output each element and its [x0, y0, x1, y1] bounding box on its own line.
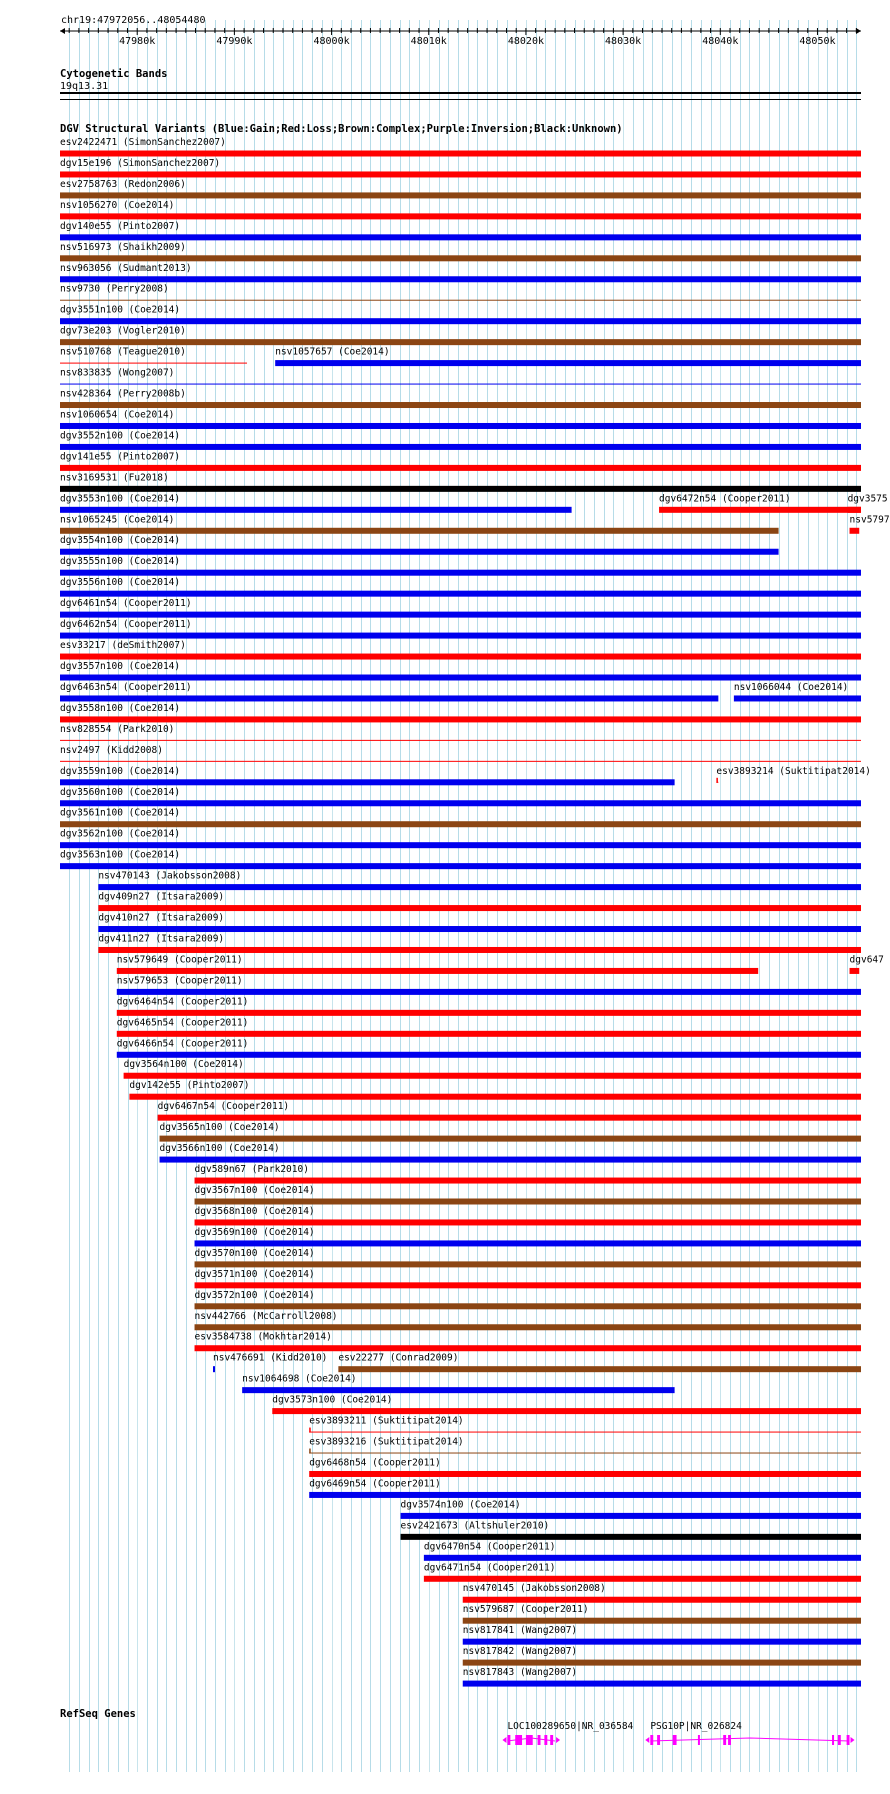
- variant-feature[interactable]: [60, 444, 861, 450]
- variant-label: nsv1060654 (Coe2014): [60, 409, 175, 421]
- variant-feature[interactable]: [848, 507, 861, 513]
- gene-exon[interactable]: [847, 1735, 850, 1745]
- track-separator: [60, 99, 861, 100]
- variant-feature[interactable]: [98, 926, 861, 932]
- variant-feature[interactable]: [60, 402, 861, 408]
- ruler-tick-label: 48040k: [702, 36, 739, 47]
- variant-feature[interactable]: [60, 465, 861, 471]
- variant-feature[interactable]: [309, 1432, 861, 1433]
- variant-label: dgv3565n100 (Coe2014): [159, 1122, 280, 1134]
- variant-feature[interactable]: [195, 1282, 861, 1288]
- variant-label: nsv579687 (Cooper2011): [462, 1604, 589, 1616]
- variant-label: dgv3574n100 (Coe2014): [400, 1499, 521, 1511]
- variant-feature[interactable]: [195, 1178, 861, 1184]
- variant-label: dgv6465n54 (Cooper2011): [116, 1017, 249, 1029]
- variant-feature[interactable]: [734, 695, 861, 701]
- variant-feature[interactable]: [60, 276, 861, 282]
- variant-feature[interactable]: [850, 968, 860, 974]
- variant-feature[interactable]: [60, 213, 861, 219]
- variant-feature[interactable]: [60, 779, 675, 785]
- variant-feature[interactable]: [242, 1387, 674, 1393]
- variant-feature[interactable]: [60, 486, 861, 492]
- variant-feature[interactable]: [117, 1031, 861, 1037]
- variant-label: nsv833835 (Wong2007): [60, 367, 175, 379]
- variant-label: dgv589n67 (Park2010): [194, 1164, 309, 1176]
- variant-feature[interactable]: [60, 171, 861, 177]
- variant-feature-tick[interactable]: [309, 1449, 311, 1454]
- gene-exon[interactable]: [550, 1735, 553, 1745]
- variant-label: dgv6469n54 (Cooper2011): [309, 1478, 441, 1490]
- gene-exon[interactable]: [515, 1735, 522, 1745]
- variant-feature[interactable]: [60, 234, 861, 240]
- ruler-left-arrow: [60, 28, 65, 34]
- refseq-track-title: RefSeq Genes: [60, 1708, 136, 1720]
- variant-label: esv22277 (Conrad2009): [338, 1352, 459, 1364]
- variant-feature[interactable]: [60, 863, 861, 869]
- variant-label: dgv410n27 (Itsara2009): [98, 912, 225, 924]
- variant-feature[interactable]: [463, 1639, 861, 1645]
- variant-label: nsv817842 (Wang2007): [462, 1646, 578, 1658]
- variant-feature[interactable]: [60, 300, 861, 301]
- variant-label: nsv3169531 (Fu2018): [60, 472, 169, 484]
- variant-label: nsv817841 (Wang2007): [462, 1625, 578, 1637]
- variant-feature[interactable]: [850, 528, 860, 534]
- variant-label: dgv3555n100 (Coe2014): [60, 556, 181, 568]
- variant-feature[interactable]: [60, 591, 861, 597]
- variant-feature-tick[interactable]: [716, 778, 718, 783]
- variant-label: dgv6464n54 (Cooper2011): [116, 996, 249, 1008]
- variant-feature[interactable]: [195, 1303, 861, 1309]
- variant-feature[interactable]: [275, 360, 861, 366]
- variant-label: dgv3572n100 (Coe2014): [194, 1289, 315, 1301]
- variant-feature[interactable]: [117, 1052, 861, 1058]
- variant-feature[interactable]: [60, 570, 861, 576]
- variant-label: dgv3552n100 (Coe2014): [60, 430, 181, 442]
- cytoband-track-title: Cytogenetic Bands: [60, 68, 168, 80]
- variant-label: nsv9730 (Perry2008): [60, 283, 169, 295]
- variant-feature[interactable]: [124, 1073, 861, 1079]
- variant-label: nsv5797: [849, 514, 890, 526]
- variant-label: nsv470145 (Jakobsson2008): [462, 1583, 606, 1595]
- variant-feature[interactable]: [463, 1681, 861, 1687]
- gene-exon[interactable]: [538, 1735, 541, 1745]
- ruler-tick-label: 47980k: [119, 36, 156, 47]
- variant-label: dgv3559n100 (Coe2014): [60, 765, 181, 777]
- variant-feature[interactable]: [195, 1219, 861, 1225]
- variant-feature[interactable]: [158, 1115, 861, 1121]
- variant-label: dgv3561n100 (Coe2014): [60, 807, 181, 819]
- variant-feature[interactable]: [60, 633, 861, 639]
- ruler-tick-label: 48010k: [410, 36, 447, 47]
- variant-feature[interactable]: [60, 151, 861, 157]
- variant-label: nsv2497 (Kidd2008): [60, 744, 163, 756]
- variant-label: dgv6472n54 (Cooper2011): [659, 493, 791, 505]
- variant-feature[interactable]: [60, 549, 779, 555]
- variant-label: esv3893216 (Suktitipat2014): [309, 1436, 464, 1448]
- variant-feature[interactable]: [60, 255, 861, 261]
- variant-label: esv3893214 (Suktitipat2014): [716, 765, 871, 777]
- variant-label: esv2758763 (Redon2006): [60, 178, 186, 190]
- gene-exon[interactable]: [838, 1735, 841, 1745]
- variant-feature[interactable]: [338, 1366, 861, 1372]
- variant-label: dgv409n27 (Itsara2009): [98, 891, 225, 903]
- variant-feature[interactable]: [463, 1597, 861, 1603]
- variant-label: dgv73e203 (Vogler2010): [60, 325, 186, 337]
- variant-label: nsv516973 (Shaikh2009): [60, 241, 186, 253]
- variant-label: dgv141e55 (Pinto2007): [60, 451, 181, 463]
- gene-exon[interactable]: [544, 1735, 547, 1745]
- variant-feature-tick[interactable]: [309, 1428, 311, 1433]
- variant-feature[interactable]: [424, 1555, 861, 1561]
- gene-exon[interactable]: [657, 1735, 660, 1745]
- variant-feature[interactable]: [60, 192, 861, 198]
- variant-label: nsv510768 (Teague2010): [60, 346, 186, 358]
- gene-exon[interactable]: [723, 1735, 726, 1745]
- variant-label: nsv476691 (Kidd2010): [213, 1352, 328, 1364]
- gene-exon[interactable]: [507, 1735, 510, 1745]
- variant-label: dgv3554n100 (Coe2014): [60, 535, 181, 547]
- variant-feature[interactable]: [60, 654, 861, 660]
- variant-feature[interactable]: [60, 363, 247, 364]
- variant-label: dgv3556n100 (Coe2014): [60, 577, 181, 589]
- variant-label: nsv1066044 (Coe2014): [733, 681, 849, 693]
- variant-label: dgv6466n54 (Cooper2011): [116, 1038, 249, 1050]
- variant-label: dgv3566n100 (Coe2014): [159, 1143, 280, 1155]
- variant-label: nsv963056 (Sudmant2013): [60, 262, 192, 274]
- variant-feature[interactable]: [60, 675, 861, 681]
- variant-feature[interactable]: [60, 800, 861, 806]
- variant-feature[interactable]: [60, 507, 572, 513]
- gene-strand-arrow: [556, 1737, 560, 1743]
- variant-feature[interactable]: [195, 1199, 861, 1205]
- variant-feature[interactable]: [60, 821, 861, 827]
- gene-exon[interactable]: [832, 1735, 834, 1745]
- variant-label: nsv817843 (Wang2007): [462, 1667, 578, 1679]
- cytoband-bar[interactable]: [60, 92, 861, 94]
- variant-label: dgv647: [849, 954, 884, 966]
- variant-label: dgv6461n54 (Cooper2011): [60, 598, 192, 610]
- variant-label: nsv470143 (Jakobsson2008): [98, 870, 242, 882]
- variant-label: nsv579649 (Cooper2011): [116, 954, 243, 966]
- variant-label: nsv1057657 (Coe2014): [275, 346, 390, 358]
- variant-feature[interactable]: [195, 1240, 861, 1246]
- variant-label: nsv1056270 (Coe2014): [60, 199, 175, 211]
- variant-feature[interactable]: [213, 1366, 215, 1372]
- gene-strand-arrow: [851, 1737, 855, 1743]
- variant-feature[interactable]: [659, 507, 861, 513]
- variant-feature[interactable]: [272, 1408, 861, 1414]
- variant-label: esv33217 (deSmith2007): [60, 640, 186, 652]
- variant-feature[interactable]: [60, 695, 718, 701]
- variant-label: dgv3575: [847, 493, 888, 505]
- gene-label: PSG10P|NR_026824: [650, 1721, 742, 1732]
- ruler-tick-label: 47990k: [216, 36, 253, 47]
- variant-label: dgv3558n100 (Coe2014): [60, 702, 181, 714]
- variant-label: dgv6462n54 (Cooper2011): [60, 619, 192, 631]
- variant-label: dgv3568n100 (Coe2014): [194, 1205, 315, 1217]
- ruler-tick-label: 48030k: [605, 36, 642, 47]
- variant-label: dgv6467n54 (Cooper2011): [157, 1101, 290, 1113]
- variant-feature[interactable]: [309, 1453, 861, 1454]
- gene-exon[interactable]: [698, 1735, 700, 1745]
- variant-label: esv3584738 (Mokhtar2014): [194, 1331, 332, 1343]
- variant-label: dgv3553n100 (Coe2014): [60, 493, 181, 505]
- variant-feature[interactable]: [309, 1492, 861, 1498]
- variant-label: dgv142e55 (Pinto2007): [129, 1080, 250, 1092]
- variant-label: dgv6471n54 (Cooper2011): [423, 1562, 556, 1574]
- variant-feature[interactable]: [98, 884, 861, 890]
- variant-feature[interactable]: [463, 1660, 861, 1666]
- variant-feature[interactable]: [309, 1471, 861, 1477]
- variant-feature[interactable]: [117, 1010, 861, 1016]
- gene-intron-line[interactable]: [650, 1738, 849, 1741]
- gene-exon[interactable]: [728, 1735, 731, 1745]
- variant-feature[interactable]: [60, 318, 861, 324]
- variant-feature[interactable]: [401, 1513, 861, 1519]
- variant-feature[interactable]: [463, 1618, 861, 1624]
- variant-label: esv3893211 (Suktitipat2014): [309, 1415, 464, 1427]
- variant-feature[interactable]: [117, 968, 758, 974]
- variant-feature[interactable]: [98, 947, 861, 953]
- variant-feature[interactable]: [98, 905, 861, 911]
- variant-feature[interactable]: [160, 1157, 861, 1163]
- cytoband-label: 19q13.31: [60, 81, 109, 92]
- gene-label: LOC100289650|NR_036584: [507, 1721, 634, 1732]
- variant-label: dgv3571n100 (Coe2014): [194, 1268, 315, 1280]
- variant-feature[interactable]: [60, 612, 861, 618]
- variant-label: dgv6468n54 (Cooper2011): [309, 1457, 441, 1469]
- gene-strand-arrow: [645, 1737, 649, 1743]
- variant-feature[interactable]: [60, 423, 861, 429]
- variant-label: dgv3557n100 (Coe2014): [60, 661, 181, 672]
- variant-feature[interactable]: [60, 761, 861, 762]
- variant-feature[interactable]: [129, 1094, 861, 1100]
- variant-feature[interactable]: [60, 740, 861, 741]
- variant-label: dgv3551n100 (Coe2014): [60, 304, 181, 316]
- region-label: chr19:47972056..48054480: [61, 15, 206, 26]
- gene-exon[interactable]: [673, 1735, 677, 1745]
- variant-label: nsv1064698 (Coe2014): [242, 1373, 357, 1385]
- gene-exon[interactable]: [650, 1735, 653, 1745]
- variant-feature[interactable]: [60, 716, 861, 722]
- variant-label: dgv3567n100 (Coe2014): [194, 1185, 315, 1196]
- variant-label: dgv6470n54 (Cooper2011): [423, 1541, 556, 1553]
- variant-label: nsv428364 (Perry2008b): [60, 388, 186, 400]
- variant-label: dgv15e196 (SimonSanchez2007): [60, 157, 221, 169]
- variant-feature[interactable]: [160, 1136, 861, 1142]
- dgv-track-title: DGV Structural Variants (Blue:Gain;Red:Loss;Brown:Complex;Purple:Inversion;Black:Unknown): [60, 123, 623, 135]
- variant-label: dgv411n27 (Itsara2009): [98, 933, 225, 945]
- variant-label: nsv828554 (Park2010): [60, 723, 175, 735]
- variant-feature[interactable]: [117, 989, 861, 995]
- variant-label: esv2422471 (SimonSanchez2007): [60, 137, 226, 148]
- ruler-tick-label: 48050k: [799, 36, 836, 47]
- variant-feature[interactable]: [60, 384, 861, 385]
- variant-label: dgv140e55 (Pinto2007): [60, 220, 181, 232]
- variant-feature[interactable]: [195, 1345, 861, 1351]
- variant-label: dgv3573n100 (Coe2014): [272, 1394, 393, 1406]
- variant-label: dgv3560n100 (Coe2014): [60, 786, 181, 798]
- variant-feature[interactable]: [424, 1576, 861, 1582]
- variant-label: nsv579653 (Cooper2011): [116, 975, 243, 987]
- variant-feature[interactable]: [195, 1261, 861, 1267]
- ruler-tick-label: 48020k: [507, 36, 544, 47]
- gene-exon[interactable]: [526, 1735, 533, 1745]
- variant-label: dgv3570n100 (Coe2014): [194, 1247, 315, 1259]
- variant-feature[interactable]: [60, 339, 861, 345]
- variant-feature[interactable]: [195, 1324, 861, 1330]
- gene-strand-arrow: [502, 1737, 506, 1743]
- variant-label: dgv3562n100 (Coe2014): [60, 828, 181, 840]
- variant-feature[interactable]: [401, 1534, 861, 1540]
- variant-feature[interactable]: [60, 528, 779, 534]
- variant-label: dgv3563n100 (Coe2014): [60, 849, 181, 861]
- variant-label: dgv6463n54 (Cooper2011): [60, 681, 192, 693]
- variant-feature[interactable]: [60, 842, 861, 848]
- variant-label: esv2421673 (Altshuler2010): [400, 1520, 550, 1532]
- ruler-tick-label: 48000k: [313, 36, 350, 47]
- variant-label: nsv442766 (McCarroll2008): [194, 1310, 338, 1322]
- variant-label: nsv1065245 (Coe2014): [60, 514, 175, 526]
- variant-label: dgv3564n100 (Coe2014): [123, 1059, 244, 1071]
- variant-label: dgv3569n100 (Coe2014): [194, 1226, 315, 1238]
